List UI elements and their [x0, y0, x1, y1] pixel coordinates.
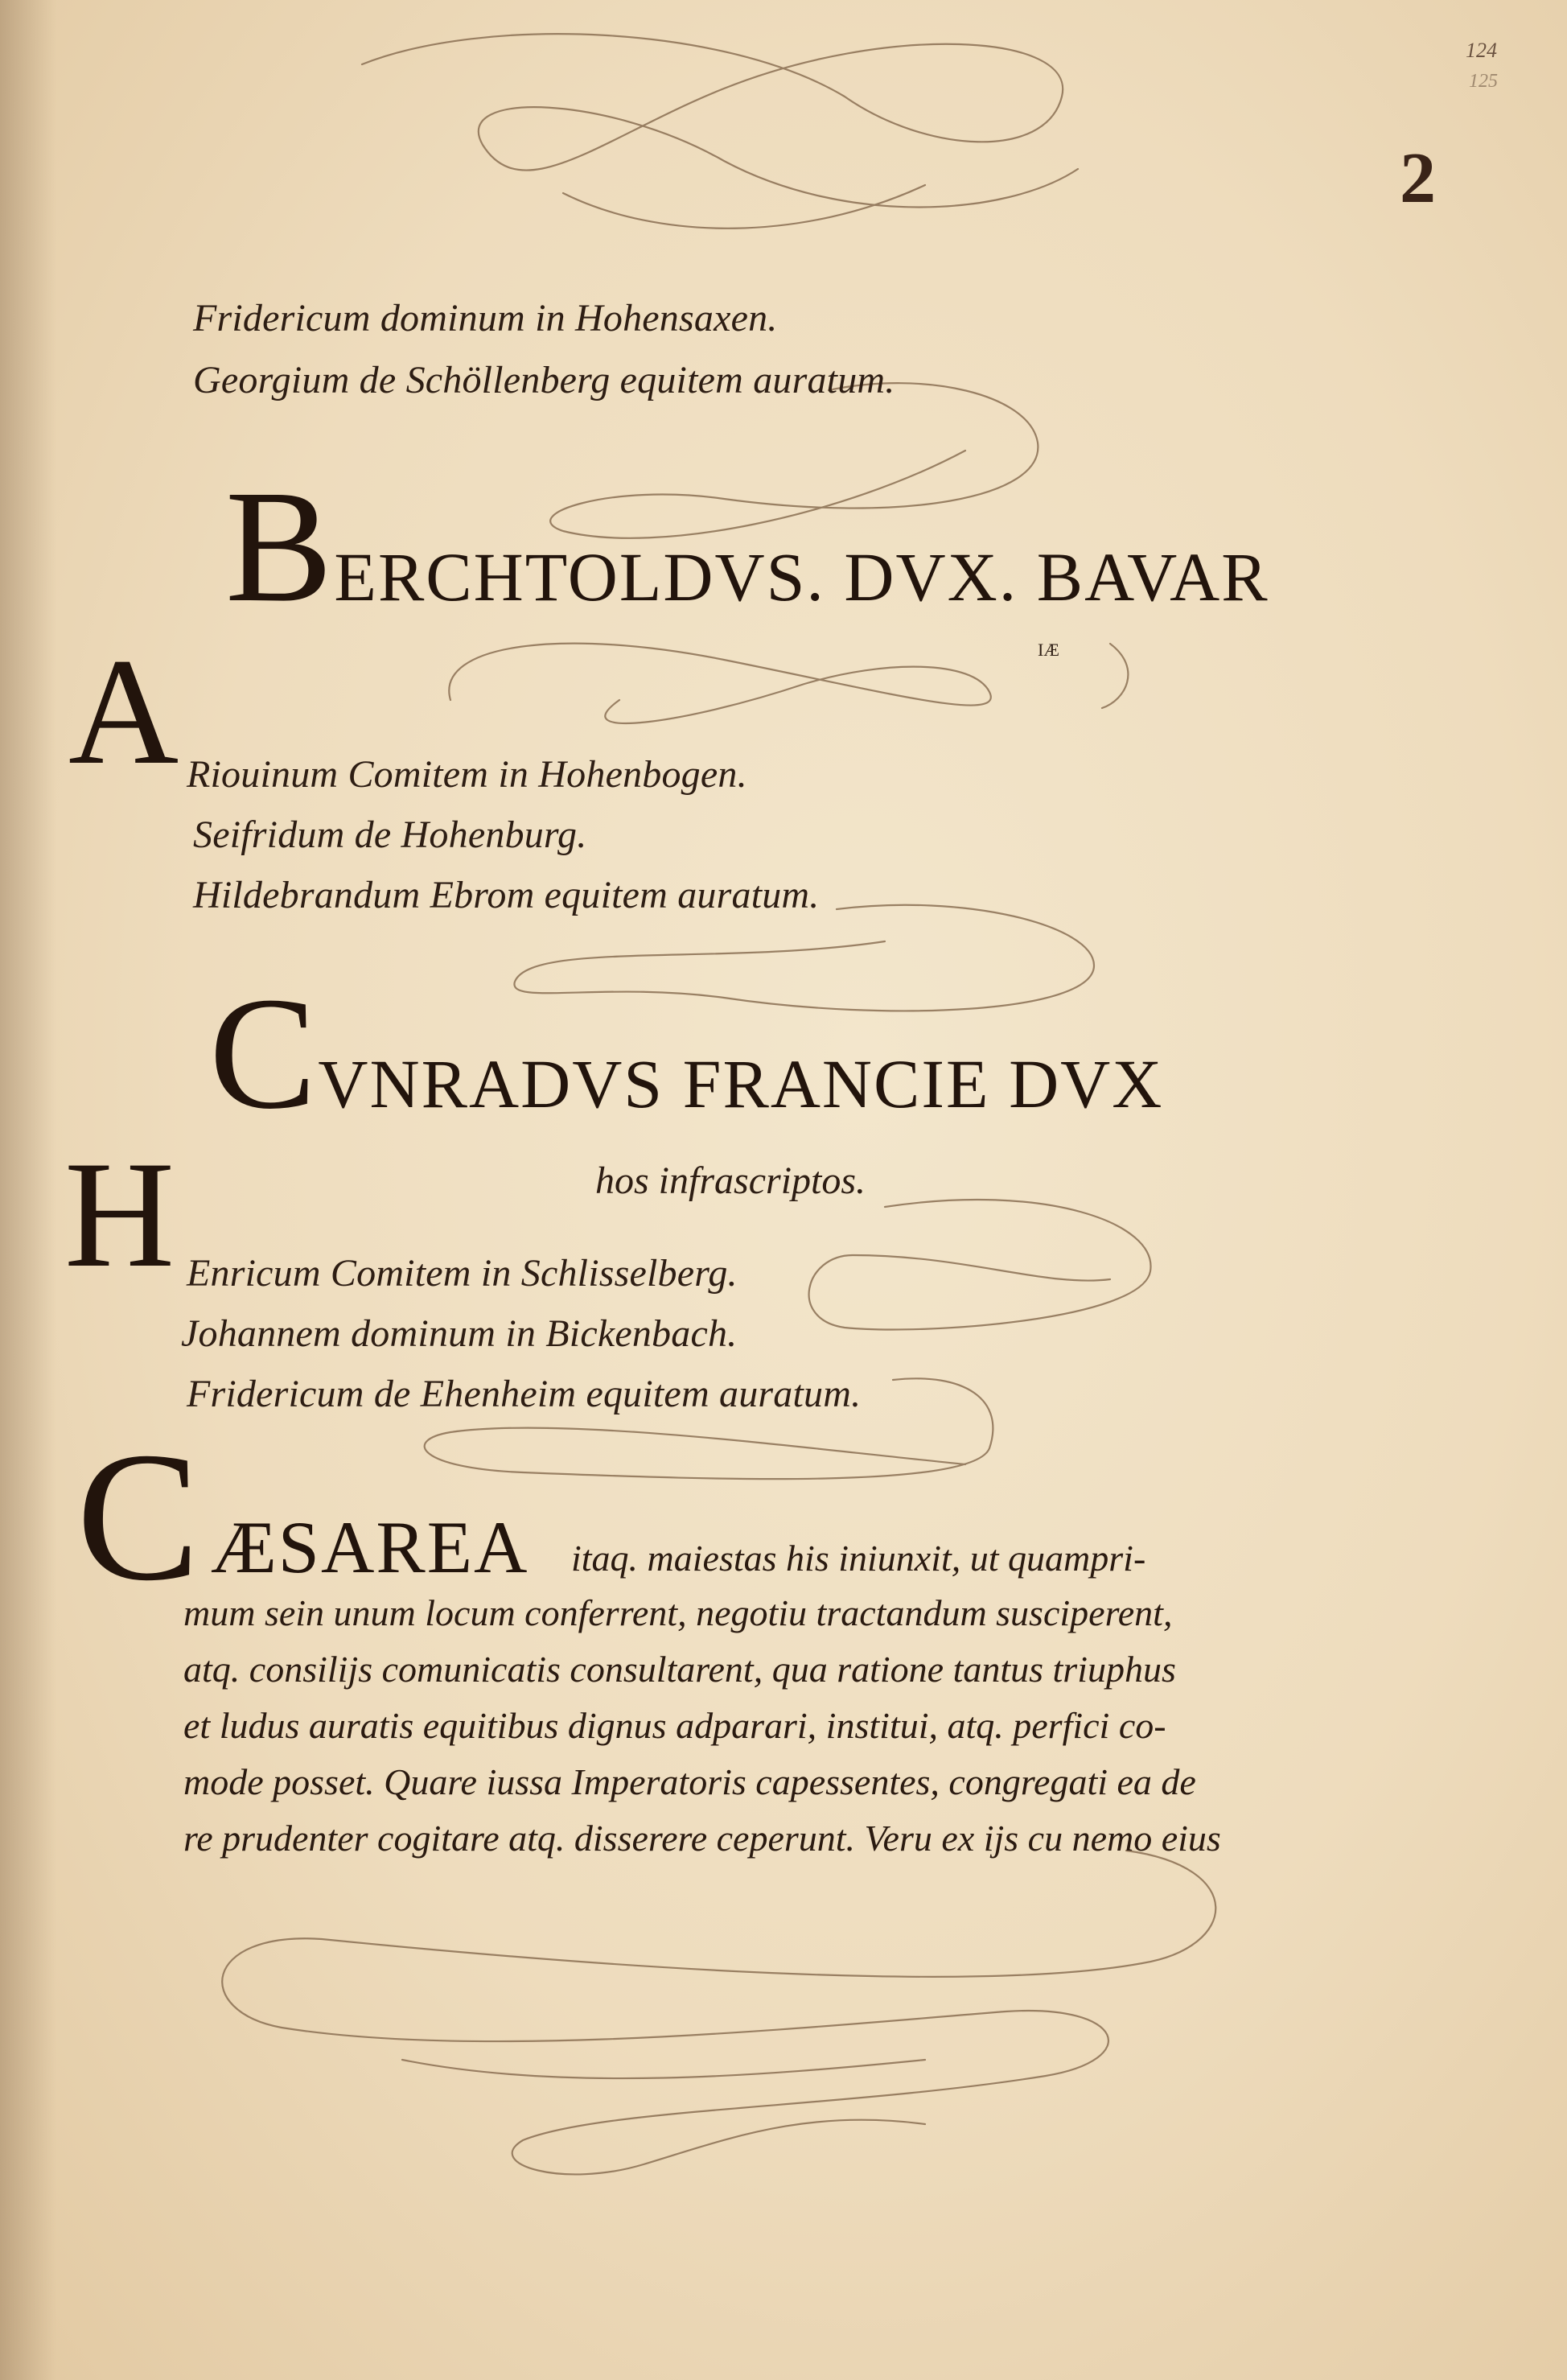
- folio-pencil-bottom: 125: [1469, 71, 1498, 92]
- cunrad-subheading: hos infrascriptos.: [595, 1159, 866, 1202]
- flourish-top: [362, 34, 1078, 207]
- flourish-4: [809, 1200, 1151, 1329]
- heading-berchtold-initial: B: [225, 458, 335, 636]
- caesarea-line-4: et ludus auratis equitibus dignus adparari, institui, atq. perfici co-: [183, 1705, 1166, 1746]
- caesarea-line-5: mode posset. Quare iussa Imperatoris capessentes, congregati ea de: [183, 1761, 1196, 1802]
- cunrad-line-2: Johannem dominum in Bickenbach.: [181, 1312, 738, 1355]
- heading-caesarea-text: ÆSAREA: [211, 1506, 529, 1588]
- flourish-bottom: [222, 1851, 1215, 2174]
- caesarea-line-6: re prudenter cogitare atq. disserere ceperunt. Veru ex ijs cu nemo eius: [183, 1818, 1221, 1859]
- caesarea-line-3: atq. consilijs comunicatis consultarent, qua ratione tantus triuphus: [183, 1649, 1176, 1690]
- heading-caesarea: [211, 1505, 529, 1590]
- berchtold-line-3: Hildebrandum Ebrom equitem auratum.: [193, 874, 820, 916]
- heading-cunrad: [209, 965, 1164, 1143]
- heading-cunrad-text: VNRADVS FRANCIE DVX: [318, 1045, 1164, 1122]
- folio-pencil-top: 124: [1466, 39, 1497, 62]
- drop-initial-a: A: [68, 628, 179, 797]
- flourish-2: [449, 644, 990, 723]
- intro-line-1: Fridericum dominum in Hohensaxen.: [193, 297, 778, 340]
- drop-initial-h: H: [64, 1130, 175, 1299]
- heading-berchtold-superscript: IÆ: [1038, 640, 1059, 660]
- heading-berchtold: [225, 458, 1269, 636]
- berchtold-line-2: Seifridum de Hohenburg.: [193, 813, 587, 856]
- cunrad-line-3: Fridericum de Ehenheim equitem auratum.: [187, 1373, 862, 1415]
- folio-ink-number: 2: [1400, 138, 1436, 218]
- caesarea-line-2: mum sein unum locum conferrent, negotiu tractandum susciperent,: [183, 1592, 1173, 1633]
- caesarea-line-1: itaq. maiestas his iniunxit, ut quampri-: [571, 1538, 1146, 1579]
- cunrad-line-1: Enricum Comitem in Schlisselberg.: [187, 1252, 738, 1295]
- drop-initial-c: C: [76, 1414, 200, 1619]
- heading-berchtold-text: ERCHTOLDVS. DVX. BAVAR: [334, 538, 1269, 616]
- heading-cunrad-initial: C: [209, 965, 319, 1143]
- intro-line-2: Georgium de Schöllenberg equitem auratum.: [193, 359, 895, 401]
- berchtold-line-1: Riouinum Comitem in Hohenbogen.: [187, 753, 747, 796]
